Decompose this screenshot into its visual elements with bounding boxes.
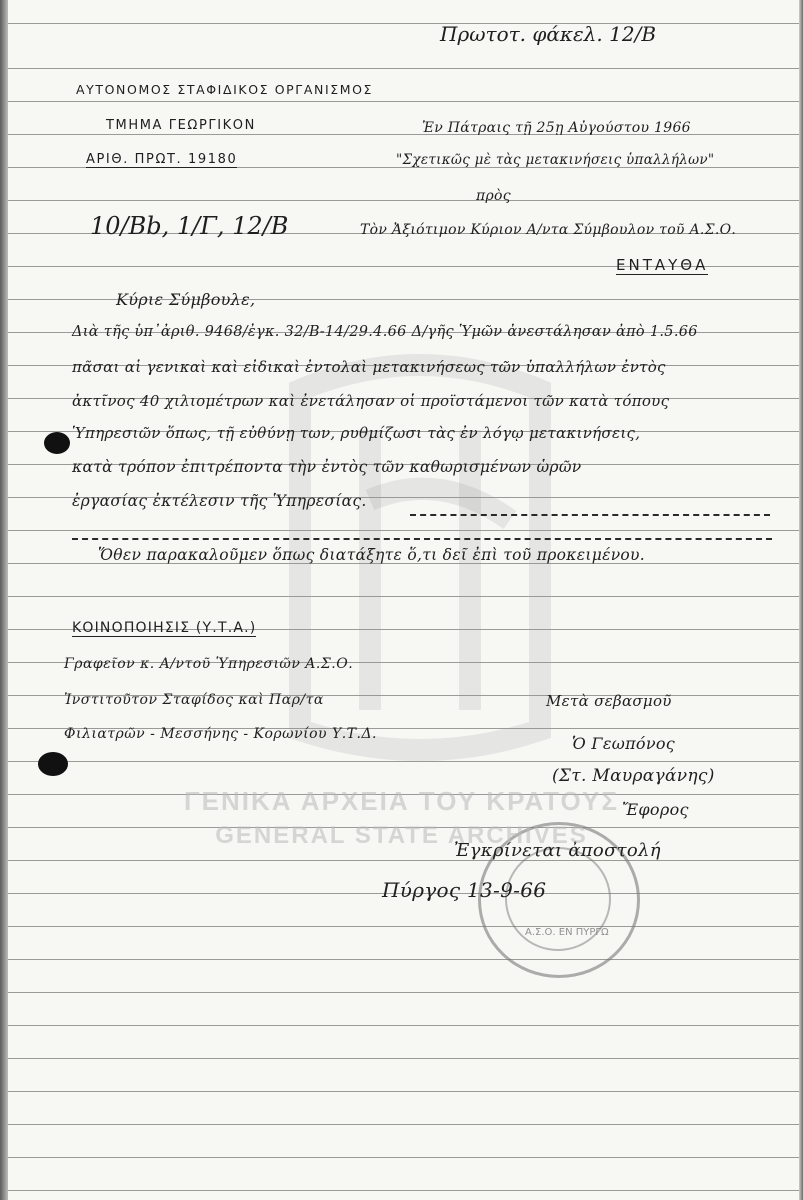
stamp-text: Α.Σ.Ο. ΕΝ ΠΥΡΓΩ (525, 927, 609, 938)
signature-name: (Στ. Μαυραγάνης) (552, 766, 715, 786)
closing-line: Ὅθεν παρακαλοῦμεν ὅπως διατάξητε ὅ,τι δεῖ ἐπὶ τοῦ προκειμένου. (98, 546, 645, 564)
body-line-4: Ὑπηρεσιῶν ὅπως, τῇ εὐθύνῃ των, ρυθμίζωσι τὰς ἐν λόγῳ μετακινήσεις, (72, 424, 641, 442)
ink-blot-top (44, 432, 70, 454)
signature-title: Ὁ Γεωπόνος (572, 734, 676, 753)
body-line-3: ἀκτῖνος 40 χιλιομέτρων καὶ ἐνετάλησαν οἱ προϊστάμενοι τῶν κατὰ τόπους (72, 392, 670, 410)
signature-role: Ἔφορος (622, 800, 689, 819)
notification-line-2: Ἰνστιτοῦτον Σταφίδος καὶ Παρ/τα (64, 692, 324, 708)
organization-name: ΑΥΤΟΝΟΜΟΣ ΣΤΑΦΙΔΙΚΟΣ ΟΡΓΑΝΙΣΜΟΣ (76, 82, 374, 97)
ink-blot-bottom (38, 752, 68, 776)
notification-line-3: Φιλιατρῶν - Μεσσήνης - Κορωνίου Υ.Τ.Δ. (64, 726, 377, 742)
body-line-2: πᾶσαι αἱ γενικαὶ καὶ εἰδικαὶ ἐντολαὶ μετακινήσεως τῶν ὑπαλλήλων ἐντὸς (72, 358, 666, 376)
archive-date: Πύργος 13-9-66 (382, 878, 547, 902)
place-and-date: Ἐν Πάτραις τῇ 25ῃ Αὐγούστου 1966 (422, 120, 691, 136)
watermark-english: GENERAL STATE ARCHIVES (215, 822, 588, 849)
department-name: ΤΜΗΜΑ ΓΕΩΡΓΙΚΟΝ (106, 118, 256, 133)
notification-line-1: Γραφεῖον κ. Α/ντοῦ Ὑπηρεσιῶν Α.Σ.Ο. (64, 656, 354, 672)
file-codes: 10/Βb, 1/Γ, 12/Β (90, 212, 289, 240)
archive-approval-note: Ἐγκρίνεται ἀποστολή (454, 840, 661, 861)
salutation: Κύριε Σύμβουλε, (116, 290, 256, 309)
body-line-6: ἐργασίας ἐκτέλεσιν τῆς Ὑπηρεσίας. (72, 492, 367, 510)
watermark-greek: ΓΕΝΙΚΑ ΑΡΧΕΙΑ ΤΟΥ ΚΡΑΤΟΥΣ (184, 786, 619, 816)
notification-heading: ΚΟΙΝΟΠΟΙΗΣΙΣ (Υ.Τ.Α.) (72, 620, 257, 636)
respect-closing: Μετὰ σεβασμοῦ (546, 692, 672, 710)
recipient-line: Τὸν Ἀξιότιμον Κύριον Α/ντα Σύμβουλον τοῦ Α.Σ.Ο. (360, 222, 737, 238)
left-page-edge (0, 0, 8, 1200)
dashed-fill-line-2 (72, 538, 772, 540)
pros-word: πρὸς (476, 188, 511, 204)
entautha-heading: ΕΝΤΑΥΘΑ (616, 256, 709, 274)
body-line-5: κατὰ τρόπον ἐπιτρέποντα τὴν ἐντὸς τῶν καθωρισμένων ὡρῶν (72, 458, 582, 476)
right-page-edge (799, 0, 803, 1200)
body-line-1: Διὰ τῆς ὑπ᾽ἀριθ. 9468/ἐγκ. 32/Β-14/29.4.66 Δ/γῆς Ὑμῶν ἀνεστάλησαν ἀπὸ 1.5.66 (72, 324, 698, 340)
subject-line: "Σχετικῶς μὲ τὰς μετακινήσεις ὑπαλλήλων" (396, 152, 715, 168)
protocol-number: ΑΡΙΘ. ΠΡΩΤ. 19180 (86, 152, 238, 167)
corner-file-note: Πρωτοτ. φάκελ. 12/Β (440, 22, 657, 46)
dashed-fill-line-1 (410, 514, 770, 516)
